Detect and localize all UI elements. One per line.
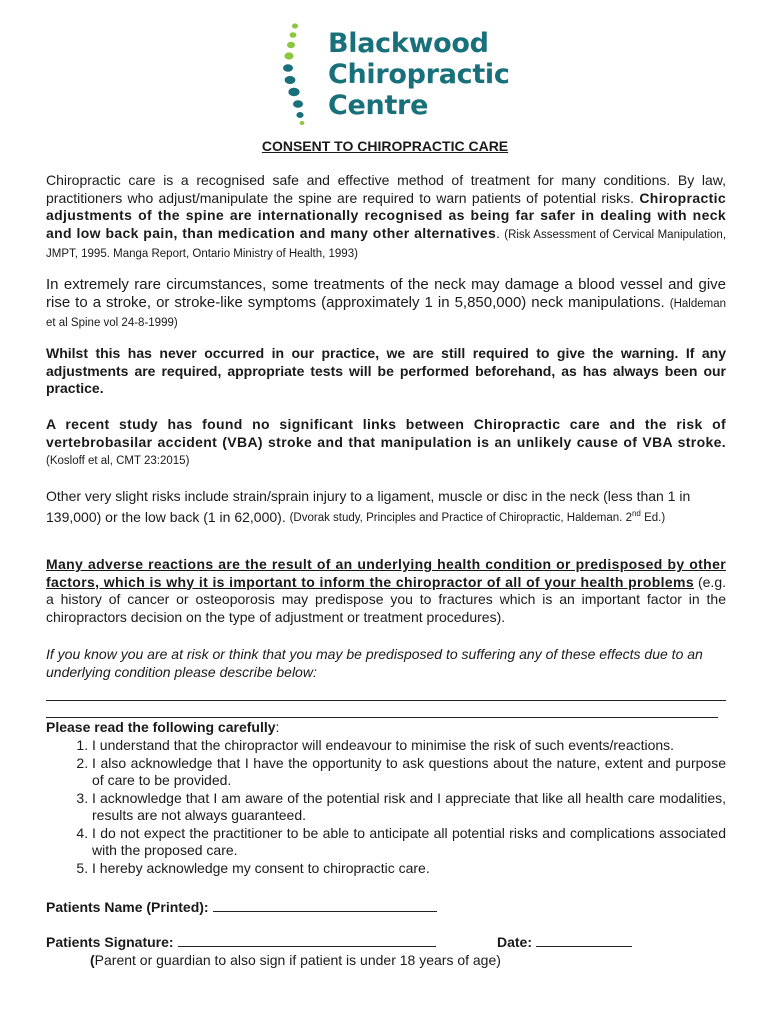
list-item: 2. I also acknowledge that I have the opportunity to ask questions about the nature, extent and purpose of care to be provided. (92, 755, 726, 790)
guardian-text: Parent or guardian to also sign if patient is under 18 years of age) (94, 952, 501, 968)
date-field[interactable] (536, 933, 632, 947)
condition-answer-line-2[interactable] (46, 717, 718, 718)
study-bold: A recent study has found no significant links between Chiropractic care and the risk of vertebrobasilar accident (VBA) stroke and that manipulation is an unlikely cause of VBA stroke. (46, 416, 726, 450)
paragraph-stroke-risk (46, 276, 726, 333)
list-item: 5. I hereby acknowledge my consent to chiropractic care. (92, 860, 726, 878)
clinic-name-line2: Chiropractic (328, 59, 510, 90)
clinic-name-line3: Centre (328, 90, 429, 121)
acknowledgement-list (46, 737, 726, 877)
patient-name-row (46, 898, 437, 915)
list-item: 4. I do not expect the practitioner to be able to anticipate all potential risks and complications associated with the proposed care. (92, 825, 726, 860)
read-carefully-label: Please read the following carefully (46, 719, 276, 735)
spine-dots-icon (278, 18, 328, 128)
clinic-name-line1: Blackwood (328, 28, 489, 59)
read-carefully-heading (46, 719, 279, 735)
slight-risks-cite-end: Ed.) (640, 512, 666, 525)
paragraph-safety (46, 172, 726, 264)
patient-name-field[interactable] (213, 898, 437, 912)
clinic-logo (278, 18, 508, 128)
paragraph-adverse-reactions (46, 556, 726, 626)
adverse-reactions-text: (e.g. a history of cancer or osteoporosis may predispose you to fractures which is an important factor in the chiropractors decision on the type of adjustment or treatment procedures). (46, 573, 726, 625)
guardian-note (90, 952, 501, 968)
stroke-risk-citation: (Haldeman et al Spine vol 24-8-1999) (46, 297, 726, 329)
clinic-name (328, 28, 510, 121)
slight-risks-text: Other very slight risks include strain/sprain injury to a ligament, muscle or disc in the neck (less than 1 in 139,000) or the low back (1 in 62,000). (46, 488, 691, 525)
date-row (497, 933, 632, 950)
patient-signature-row (46, 933, 436, 950)
slight-risks-cite-sup: nd (631, 509, 641, 519)
list-item: 3. I acknowledge that I am aware of the potential risk and I appreciate that like all health care modalities, results are not always guaranteed. (92, 790, 726, 825)
condition-answer-line-1[interactable] (46, 700, 726, 701)
slight-risks-cite-main: (Dvorak study, Principles and Practice of Chiropractic, Haldeman. 2 (289, 512, 632, 525)
paragraph-study (46, 416, 726, 471)
read-carefully-colon: : (275, 719, 280, 735)
safety-bold: Chiropractic adjustments of the spine are internationally recognised as being far safer in dealing with neck and low back pain, than medication and many other alternatives (46, 189, 726, 241)
slight-risks-citation (289, 509, 666, 525)
stroke-risk-text: In extremely rare circumstances, some treatments of the neck may damage a blood vessel and give rise to a stroke, or stroke-like symptoms (approximately 1 in 5,850,000) neck manipulations. (46, 276, 726, 311)
warning-text: Whilst this has never occurred in our practice, we are still required to give the warning. If any adjustments are required, appropriate tests will be performed beforehand, as has always been our practice. (46, 345, 726, 396)
patient-name-label: Patients Name (Printed): (46, 899, 209, 915)
paragraph-describe-condition (46, 646, 726, 681)
safety-period: . (496, 224, 501, 241)
date-label: Date: (497, 934, 533, 950)
safety-text: Chiropractic care is a recognised safe and effective method of treatment for many conditions. By law, practitioners who adjust/manipulate the spine are required to warn patients of potential risks. (46, 172, 726, 206)
patient-signature-field[interactable] (178, 933, 436, 947)
adverse-reactions-bold: Many adverse reactions are the result of an underlying health condition or predisposed by other factors, which is why it is important to inform the chiropractor of all of your health problems (46, 556, 726, 590)
guardian-open-paren: ( (90, 952, 95, 968)
form-title: CONSENT TO CHIROPRACTIC CARE (261, 138, 509, 154)
safety-citation: (Risk Assessment of Cervical Manipulation, JMPT, 1995. Manga Report, Ontario Ministry of Health, 1993) (46, 228, 727, 260)
paragraph-slight-risks (46, 488, 726, 528)
list-item: 1. I understand that the chiropractor will endeavour to minimise the risk of such events/reactions. (92, 737, 726, 755)
describe-condition-text: If you know you are at risk or think that you may be predisposed to suffering any of these effects due to an underlying condition please describe below: (46, 646, 703, 680)
paragraph-warning (46, 345, 726, 398)
study-citation: (Kosloff et al, CMT 23:2015) (46, 455, 190, 467)
patient-signature-label: Patients Signature: (46, 934, 174, 950)
